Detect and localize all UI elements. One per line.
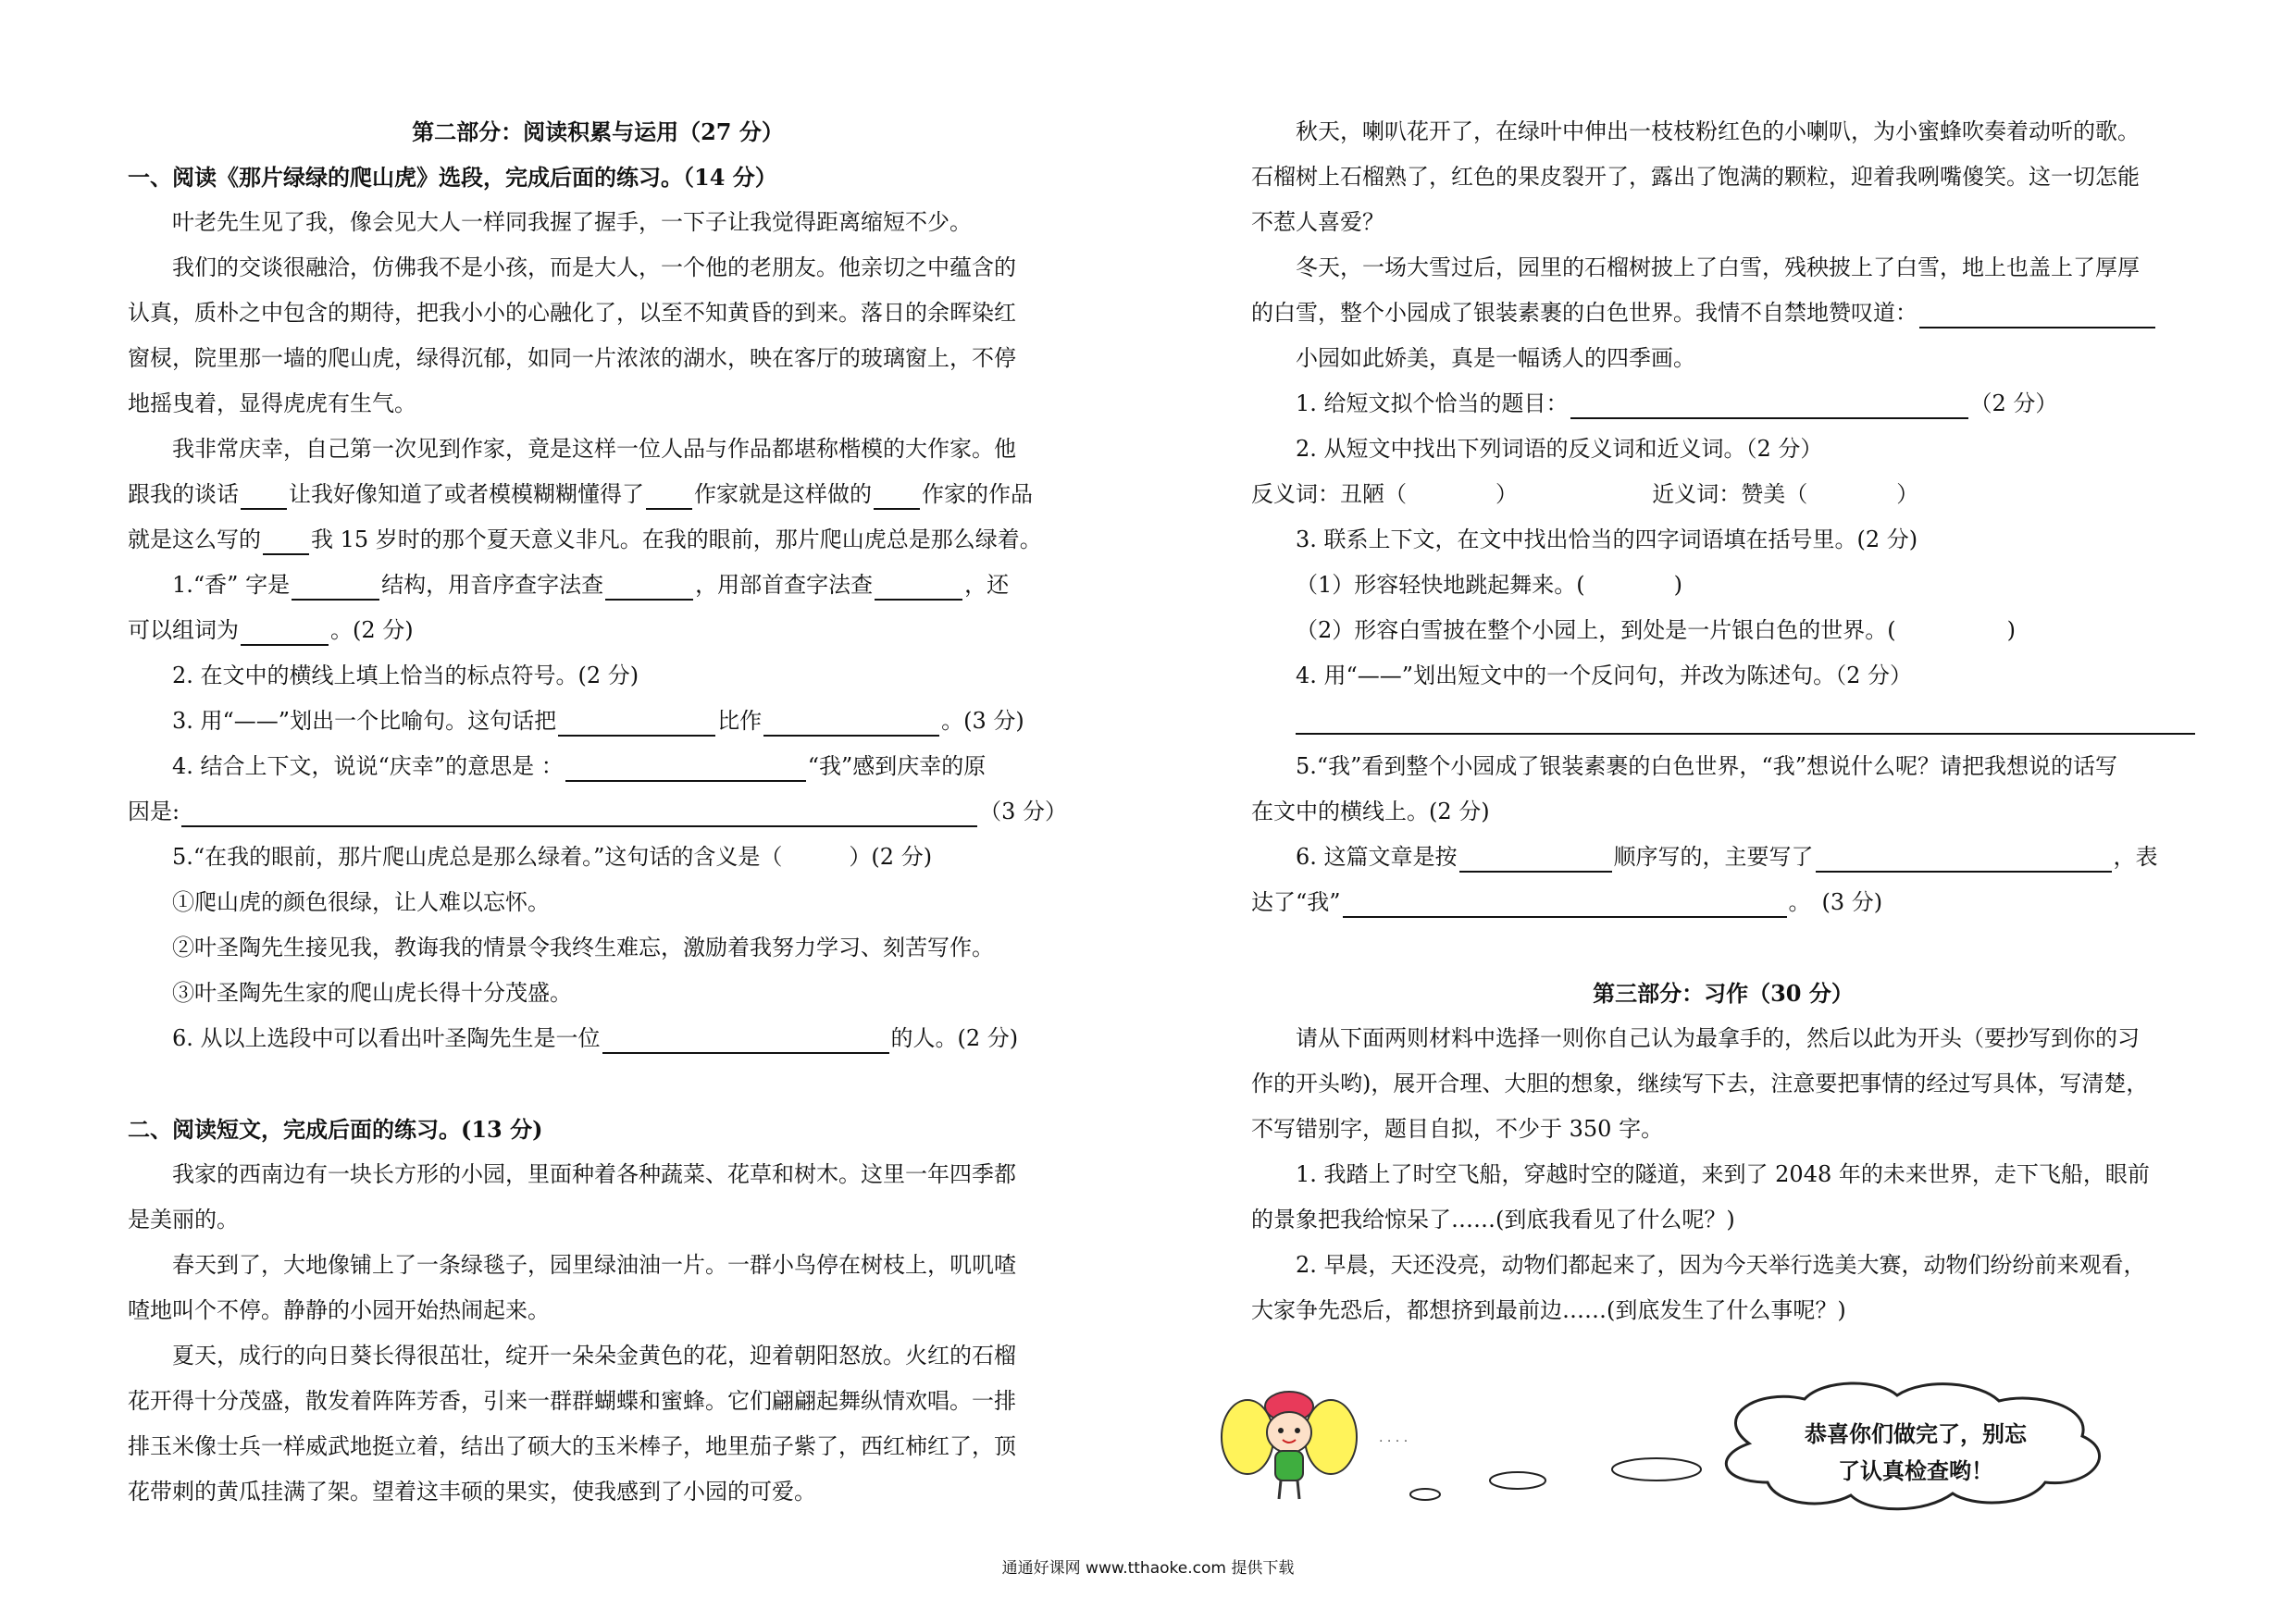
answer-blank[interactable] [241, 618, 329, 646]
section2-title: 二、阅读短文，完成后面的练习。(13 分) [128, 1116, 543, 1143]
passage-line-with-blanks [128, 472, 1068, 517]
question-1-cont [128, 608, 1068, 653]
passage-line: 石榴树上石榴熟了，红色的果皮裂开了，露出了饱满的颗粒，迎着我咧嘴傻笑。这一切怎能 [1251, 164, 2140, 190]
text-segment: 。(2 分) [330, 617, 414, 643]
passage-line: 花开得十分茂盛，散发着阵阵芳香，引来一群群蝴蝶和蜜蜂。它们翩翩起舞纵情欢唱。一排 [128, 1388, 1016, 1414]
passage-line: 花带刺的黄瓜挂满了架。望着这丰硕的果实，使我感到了小园的可爱。 [128, 1479, 816, 1505]
text-segment: 结构，用音序查字法查 [381, 572, 604, 598]
text-segment: 作家的作品 [922, 481, 1033, 507]
text-segment: ，表 [2113, 844, 2158, 870]
butterfly-mascot-icon [1220, 1386, 1359, 1506]
passage-line: 是美丽的。 [128, 1207, 239, 1233]
passage-line-with-blanks [128, 517, 1068, 563]
page-footer: 通通好课网 www.tthaoke.com 提供下载 [1001, 1559, 1295, 1578]
bubble-line: 了认真检查哟！ [1838, 1458, 1993, 1484]
writing-prompt-1: 1. 我踏上了时空飞船，穿越时空的隧道，来到了 2048 年的未来世界，走下飞船，眼前 [1296, 1161, 2150, 1187]
passage-line: 窗棂，院里那一墙的爬山虎，绿得沉郁，如同一片浓浓的湖水，映在客厅的玻璃窗上，不停 [128, 345, 1016, 371]
question-6 [128, 1016, 1068, 1061]
writing-instruction: 不写错别字，题目自拟，不少于 350 字。 [1251, 1116, 1664, 1142]
passage-line: 冬天，一场大雪过后，园里的石榴树披上了白雪，残秧披上了白雪，地上也盖上了厚厚 [1296, 254, 2140, 280]
answer-blank[interactable] [1919, 301, 2155, 328]
answer-blank[interactable] [181, 799, 977, 827]
right-question-5-cont: 在文中的横线上。(2 分) [1251, 799, 1490, 824]
answer-blank[interactable] [292, 573, 379, 601]
text-segment: 6. 这篇文章是按 [1296, 844, 1458, 870]
text-segment: 。 (3 分) [1788, 889, 1883, 915]
answer-rule[interactable] [1296, 733, 2195, 735]
punctuation-blank[interactable] [646, 482, 692, 510]
text-segment: （3 分） [979, 799, 1067, 824]
question-2: 2. 在文中的横线上填上恰当的标点符号。(2 分) [172, 663, 639, 688]
text-segment: 4. 结合上下文，说说“庆幸”的意思是 ： [172, 753, 564, 779]
answer-blank[interactable] [1343, 890, 1787, 918]
text-segment: 可以组词为 [128, 617, 239, 643]
text-segment: 比作 [717, 708, 763, 734]
writing-prompt-2-cont: 大家争先恐后，都想挤到最前边……(到底发生了什么事呢？) [1251, 1297, 1846, 1323]
writing-prompt-2: 2. 早晨，天还没亮，动物们都起来了，因为今天举行选美大赛，动物们纷纷前来观看， [1296, 1252, 2146, 1278]
answer-blank[interactable] [763, 709, 939, 737]
passage-line: 排玉米像士兵一样威武地挺立着，结出了硕大的玉米棒子，地里茄子紫了，西红柿红了，顶 [128, 1433, 1016, 1459]
answer-blank[interactable] [565, 754, 806, 782]
text-segment: 1. 给短文拟个恰当的题目： [1296, 390, 1569, 416]
question-5: 5.“在我的眼前，那片爬山虎总是那么绿着。”这句话的含义是（ ）(2 分) [172, 844, 933, 870]
option-3: ③叶圣陶先生家的爬山虎长得十分茂盛。 [172, 980, 572, 1006]
writing-prompt-1-cont: 的景象把我给惊呆了……(到底我看见了什么呢？) [1251, 1207, 1735, 1233]
answer-line [1251, 699, 2195, 744]
text-segment: 因是: [128, 799, 180, 824]
passage-line: 春天到了，大地像铺上了一条绿毯子，园里绿油油一片。一群小鸟停在树枝上，叽叽喳 [172, 1252, 1016, 1278]
bubble-message [1740, 1416, 2091, 1490]
answer-blank[interactable] [558, 709, 715, 737]
text-segment: ，用部首查字法查 [695, 572, 874, 598]
passage-line: 地摇曳着，显得虎虎有生气。 [128, 390, 416, 416]
writing-instruction: 请从下面两则材料中选择一则你自己认为最拿手的，然后以此为开头（要抄写到你的习 [1296, 1025, 2140, 1051]
punctuation-blank[interactable] [263, 527, 309, 555]
bubble-line: 恭喜你们做完了，别忘 [1805, 1421, 2027, 1447]
question-4-cont [128, 789, 1068, 835]
text-segment: 1.“香” 字是 [172, 572, 291, 598]
svg-text:. . . .: . . . . [1379, 1431, 1409, 1445]
right-question-2: 2. 从短文中找出下列词语的反义词和近义词。（2 分） [1296, 436, 1823, 462]
passage-line: 小园如此娇美，真是一幅诱人的四季画。 [1296, 345, 1695, 371]
right-question-2-items [1251, 472, 2195, 517]
question-4 [128, 744, 1068, 789]
answer-blank[interactable] [1570, 391, 1968, 419]
punctuation-blank[interactable] [241, 482, 287, 510]
text-segment: 3. 用“——”划出一个比喻句。这句话把 [172, 708, 557, 734]
passage-line: 我家的西南边有一块长方形的小园，里面种着各种蔬菜、花草和树木。这里一年四季都 [172, 1161, 1016, 1187]
question-3 [128, 699, 1068, 744]
right-question-3-a: （1）形容轻快地跳起舞来。( ) [1296, 572, 1682, 598]
answer-blank[interactable] [602, 1026, 889, 1054]
text-segment: 跟我的谈话 [128, 481, 239, 507]
punctuation-blank[interactable] [874, 482, 920, 510]
passage-line: 认真，质朴之中包含的期待，把我小小的心融化了，以至不知黄昏的到来。落日的余晖染红 [128, 300, 1016, 326]
answer-blank[interactable] [605, 573, 693, 601]
passage-line: 夏天，成行的向日葵长得很茁壮，绽开一朵朵金黄色的花，迎着朝阳怒放。火红的石榴 [172, 1343, 1016, 1369]
text-segment: 的白雪，整个小园成了银装素裹的白色世界。我情不自禁地赞叹道： [1251, 300, 1917, 326]
question-1 [128, 563, 1068, 608]
passage-line: 秋天，喇叭花开了，在绿叶中伸出一枝枝粉红色的小喇叭，为小蜜蜂吹奏着动听的歌。 [1296, 118, 2140, 144]
part3-title: 第三部分：习作（30 分） [1593, 980, 1854, 1007]
text-segment: 的人。(2 分) [890, 1025, 1019, 1051]
right-question-4: 4. 用“——”划出短文中的一个反问句，并改为陈述句。（2 分） [1296, 663, 1912, 688]
text-segment: 作家就是这样做的 [694, 481, 872, 507]
option-2: ②叶圣陶先生接见我，教诲我的情景令我终生难忘，激励着我努力学习、刻苦写作。 [172, 935, 994, 960]
option-1: ①爬山虎的颜色很绿，让人难以忘怀。 [172, 889, 550, 915]
passage-line: 叶老先生见了我，像会见大人一样同我握了握手，一下子让我觉得距离缩短不少。 [172, 209, 972, 235]
text-segment: “我”感到庆幸的原 [807, 753, 987, 779]
text-segment: 我 15 岁时的那个夏天意义非凡。在我的眼前，那片爬山虎总是那么绿着。 [311, 527, 1042, 552]
right-question-3: 3. 联系上下文，在文中找出恰当的四字词语填在括号里。(2 分) [1296, 527, 1918, 552]
passage-line: 我非常庆幸，自己第一次见到作家，竟是这样一位人品与作品都堪称楷模的大作家。他 [172, 436, 1016, 462]
passage-line: 不惹人喜爱？ [1251, 209, 1384, 235]
text-segment: 顺序写的，主要写了 [1613, 844, 1814, 870]
answer-blank[interactable] [1459, 845, 1612, 873]
text-segment: 就是这么写的 [128, 527, 261, 552]
passage-line-with-blank [1251, 291, 2195, 336]
right-column [1251, 109, 2195, 1333]
passage-line: 我们的交谈很融洽，仿佛我不是小孩，而是大人，一个他的老朋友。他亲切之中蕴含的 [172, 254, 1016, 280]
right-question-3-b: （2）形容白雪披在整个小园上，到处是一片银白色的世界。( ) [1296, 617, 2016, 643]
text-segment: 达了“我” [1251, 889, 1341, 915]
text-segment: ，还 [964, 572, 1010, 598]
right-question-1 [1251, 381, 2195, 427]
right-question-5: 5.“我”看到整个小园成了银装素裹的白色世界，“我”想说什么呢？请把我想说的话写 [1296, 753, 2117, 779]
text-segment: 。(3 分) [941, 708, 1024, 734]
section1-title: 一、阅读《那片绿绿的爬山虎》选段，完成后面的练习。（14 分） [128, 164, 777, 191]
answer-blank[interactable] [875, 573, 962, 601]
text-segment: 6. 从以上选段中可以看出叶圣陶先生是一位 [172, 1025, 601, 1051]
synonym-item: 近义词：赞美（ ） [1652, 481, 1919, 507]
part2-title: 第二部分：阅读积累与运用（27 分） [412, 118, 784, 145]
left-column [128, 109, 1068, 1515]
passage-line: 喳地叫个不停。静静的小园开始热闹起来。 [128, 1297, 550, 1323]
right-question-6 [1251, 835, 2195, 880]
text-segment: 让我好像知道了或者模模糊糊懂得了 [289, 481, 644, 507]
right-question-6-cont [1251, 880, 2195, 925]
antonym-item: 反义词：丑陋（ ） [1251, 481, 1518, 507]
text-segment: （2 分） [1969, 390, 2058, 416]
writing-instruction: 作的开头哟)，展开合理、大胆的想象，继续写下去，注意要把事情的经过写具体，写清楚， [1251, 1071, 2149, 1096]
answer-blank[interactable] [1816, 845, 2112, 873]
